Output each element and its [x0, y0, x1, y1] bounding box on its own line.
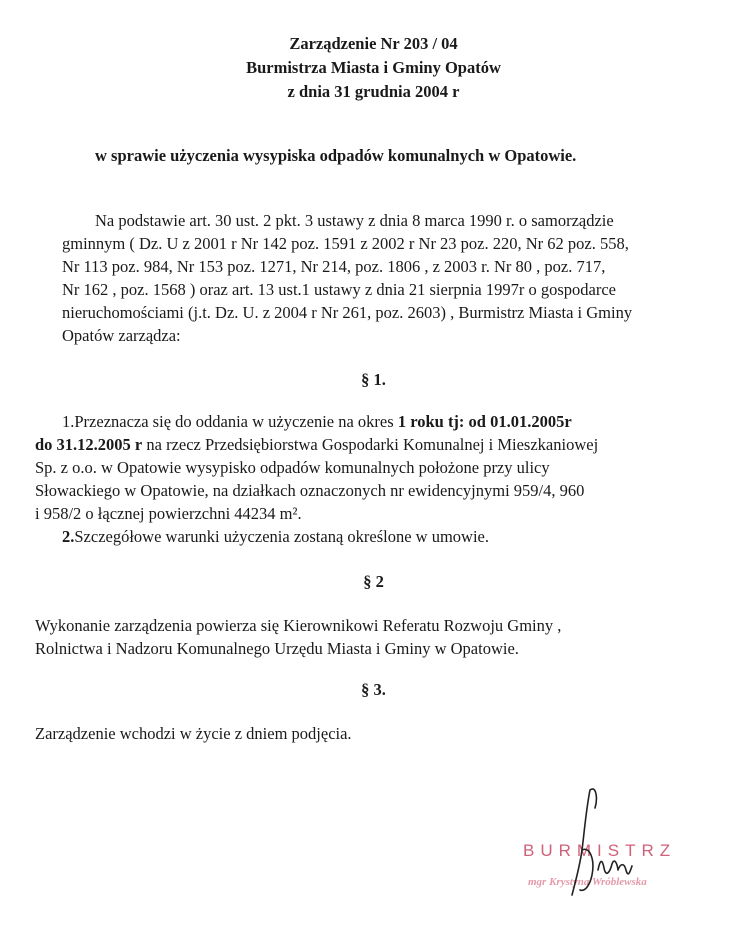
section-1-paragraph-1-line: Słowackiego w Opatowie, na działkach oznaczonych nr ewidencyjnymi 959/4, 960	[35, 481, 585, 500]
preamble-line: Nr 113 poz. 984, Nr 153 poz. 1271, Nr 214, poz. 1806 , z 2003 r. Nr 80 , poz. 717,	[62, 257, 606, 276]
section-1-end-date-bold: do 31.12.2005 r	[35, 435, 143, 454]
preamble-line: Opatów zarządza:	[62, 326, 181, 345]
issuer: Burmistrza Miasta i Gminy Opatów	[246, 58, 501, 77]
section-1-paragraph-1-line	[62, 412, 572, 432]
preamble-line: gminnym ( Dz. U z 2001 r Nr 142 poz. 1591 z 2002 r Nr 23 poz. 220, Nr 62 poz. 558,	[62, 234, 629, 253]
section-1-item-2-text: Szczegółowe warunki użyczenia zostaną określone w umowie.	[74, 527, 490, 546]
preamble-line: nieruchomościami (j.t. Dz. U. z 2004 r Nr 261, poz. 2603) , Burmistrz Miasta i Gminy	[62, 303, 633, 322]
section-2-heading: § 2	[363, 572, 384, 591]
stamp-name: mgr Krystyna Wróblewska	[528, 876, 647, 888]
stamp-title: BURMISTRZ	[523, 841, 677, 860]
section-3-line: Zarządzenie wchodzi w życie z dniem podjęcia.	[35, 724, 352, 743]
section-2-line: Rolnictwa i Nadzoru Komunalnego Urzędu Miasta i Gminy w Opatowie.	[35, 639, 519, 658]
section-1-paragraph-1-line	[35, 435, 598, 455]
section-1-paragraph-1-line: Sp. z o.o. w Opatowie wysypisko odpadów komunalnych położone przy ulicy	[35, 458, 550, 477]
decree-number: Zarządzenie Nr 203 / 04	[289, 34, 458, 53]
section-1-heading: § 1.	[361, 370, 386, 389]
preamble-line: Nr 162 , poz. 1568 ) oraz art. 13 ust.1 ustawy z dnia 21 sierpnia 1997r o gospodarce	[62, 280, 616, 299]
section-1-period-bold: 1 roku tj: od 01.01.2005r	[397, 412, 572, 431]
section-1-text: 1.Przeznacza się do oddania w użyczenie na okres	[62, 412, 398, 431]
section-3-heading: § 3.	[361, 680, 386, 699]
signature-icon	[540, 780, 650, 910]
section-1-paragraph-2	[62, 527, 489, 547]
section-2-line: Wykonanie zarządzenia powierza się Kierownikowi Referatu Rozwoju Gminy ,	[35, 616, 562, 635]
decree-subject: w sprawie użyczenia wysypiska odpadów komunalnych w Opatowie.	[95, 146, 577, 165]
preamble-line: Na podstawie art. 30 ust. 2 pkt. 3 ustawy z dnia 8 marca 1990 r. o samorządzie	[95, 211, 614, 230]
section-1-item-2-number: 2.	[62, 527, 75, 546]
section-1-text: na rzecz Przedsiębiorstwa Gospodarki Komunalnej i Mieszkaniowej	[142, 435, 599, 454]
section-1-paragraph-1-line: i 958/2 o łącznej powierzchni 44234 m².	[35, 504, 302, 523]
decree-date: z dnia 31 grudnia 2004 r	[287, 82, 460, 101]
